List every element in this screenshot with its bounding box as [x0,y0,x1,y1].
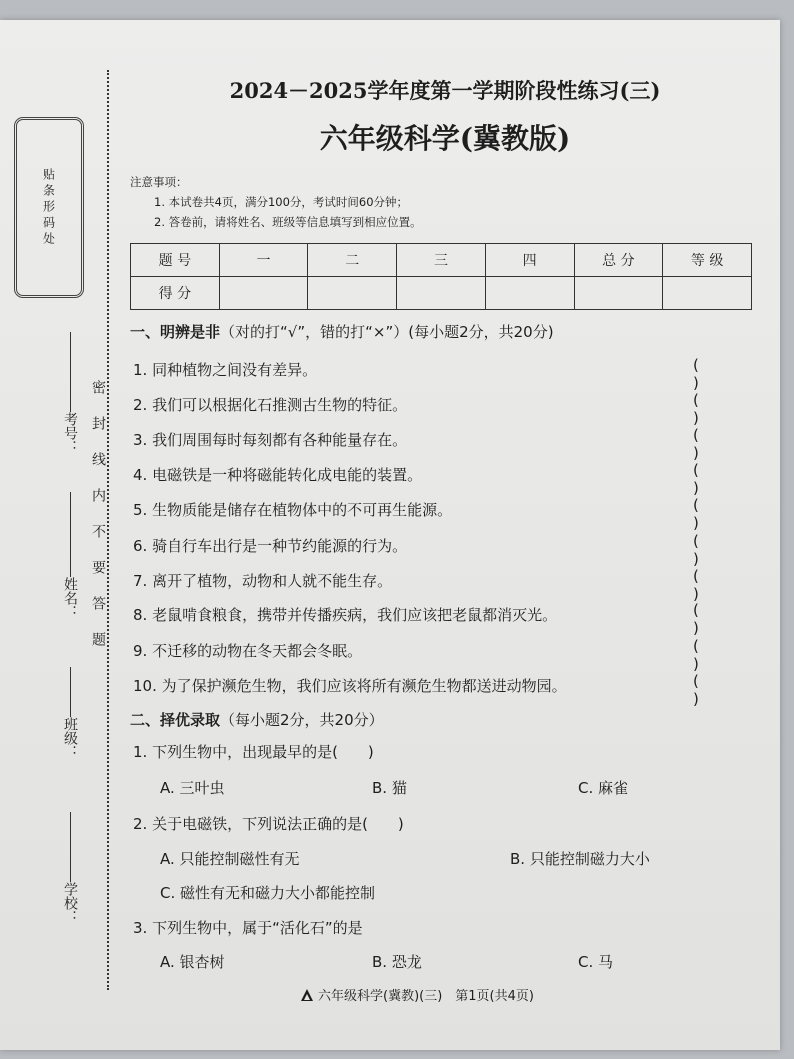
tf-question: 4. 电磁铁是一种将磁能转化成电能的装置。 [133,466,423,484]
tf-question: 1. 同种植物之间没有差异。 [133,361,318,379]
tf-question: 5. 生物质能是储存在植物体中的不可再生能源。 [133,501,453,519]
mc-option: C. 磁性有无和磁力大小都能控制 [160,884,376,902]
notes-block [130,172,422,232]
answer-paren: ( ) [693,496,735,532]
answer-paren: ( ) [693,356,735,392]
score-entry-cell [219,277,308,310]
mc-option: B. 只能控制磁力大小 [510,850,650,868]
school-field [60,810,80,924]
tf-question: 9. 不迁移的动物在冬天都会冬眠。 [133,642,363,660]
score-table-cell: 得 分 [131,277,220,310]
tf-question: 7. 离开了植物，动物和人就不能生存。 [133,572,393,590]
score-table-header-row [131,244,752,277]
section-1-heading [130,321,554,342]
section-1-title: 一、明辨是非 [130,323,221,341]
name-label: 姓名： [62,577,78,619]
answer-paren: ( ) [693,532,735,568]
mc-option: A. 银杏树 [160,953,225,971]
mc-option: B. 猫 [372,779,407,797]
score-table-cell: 一 [219,244,308,277]
score-table-score-row [131,277,752,310]
answer-paren: ( ) [693,426,735,462]
score-entry-cell [308,277,397,310]
score-entry-cell [574,277,663,310]
class-label: 班级： [62,717,78,759]
notes-item: 1. 本试卷共4页，满分100分，考试时间60分钟； [154,195,409,209]
school-line [70,812,71,882]
tf-question: 2. 我们可以根据化石推测古生物的特征。 [133,396,408,414]
name-line [70,492,71,577]
barcode-sticker-area [14,117,84,298]
score-table-cell: 等 级 [663,244,752,277]
mc-question-stem: 2. 关于电磁铁，下列说法正确的是( ) [133,815,404,833]
tf-question: 6. 骑自行车出行是一种节约能源的行为。 [133,537,408,555]
answer-paren: ( ) [693,391,735,427]
exam-number-field [60,330,80,454]
section-2-heading [130,709,384,730]
score-entry-cell [485,277,574,310]
score-table-cell: 二 [308,244,397,277]
mc-question-stem: 1. 下列生物中，出现最早的是( ) [133,743,374,761]
sticker-label: 贴条形码处 [41,167,56,248]
exam-number-label: 考号： [62,412,78,454]
seal-warning: 密封线内不要答题 [90,380,106,668]
score-entry-cell [397,277,486,310]
exam-subtitle: 六年级科学(冀教版) [319,122,571,155]
score-table-cell: 总 分 [574,244,663,277]
mc-option: A. 只能控制磁性有无 [160,850,300,868]
mc-option: A. 三叶虫 [160,779,225,797]
tf-question: 3. 我们周围每时每刻都有各种能量存在。 [133,431,408,449]
section-2-rule: （每小题2分，共20分） [220,711,384,729]
score-table-cell: 题 号 [131,244,220,277]
answer-paren: ( ) [693,672,735,708]
class-line [70,667,71,717]
score-table-cell: 三 [397,244,486,277]
mc-option: C. 马 [578,953,614,971]
answer-paren: ( ) [693,601,735,637]
score-entry-cell [663,277,752,310]
school-label: 学校： [62,882,78,924]
tf-question: 8. 老鼠啃食粮食，携带并传播疾病，我们应该把老鼠都消灭光。 [133,606,558,624]
name-field [60,490,80,619]
mc-option: C. 麻雀 [578,779,629,797]
answer-paren: ( ) [693,461,735,497]
exam-title: 2024－2025学年度第一学期阶段性练习(三) [229,78,661,103]
score-table [130,243,752,310]
mc-option: B. 恐龙 [372,953,422,971]
tf-question: 10. 为了保护濒危生物，我们应该将所有濒危生物都送进动物园。 [133,677,567,695]
footer-text: 六年级科学(冀教)(三) 第1页(共4页) [318,989,534,1004]
answer-paren: ( ) [693,567,735,603]
answer-paren: ( ) [693,637,735,673]
class-field [60,665,80,759]
section-1-rule: （对的打“√”，错的打“×”）(每小题2分，共20分) [220,323,554,341]
section-2-title: 二、择优录取 [130,711,221,729]
score-table-cell: 四 [485,244,574,277]
exam-number-line [70,332,71,412]
notes-heading: 注意事项： [130,175,188,189]
mc-question-stem: 3. 下列生物中，属于“活化石”的是 [133,919,363,937]
publisher-logo-icon [300,988,314,1002]
page-footer [300,985,534,1004]
notes-item: 2. 答卷前，请将姓名、班级等信息填写到相应位置。 [154,215,422,229]
